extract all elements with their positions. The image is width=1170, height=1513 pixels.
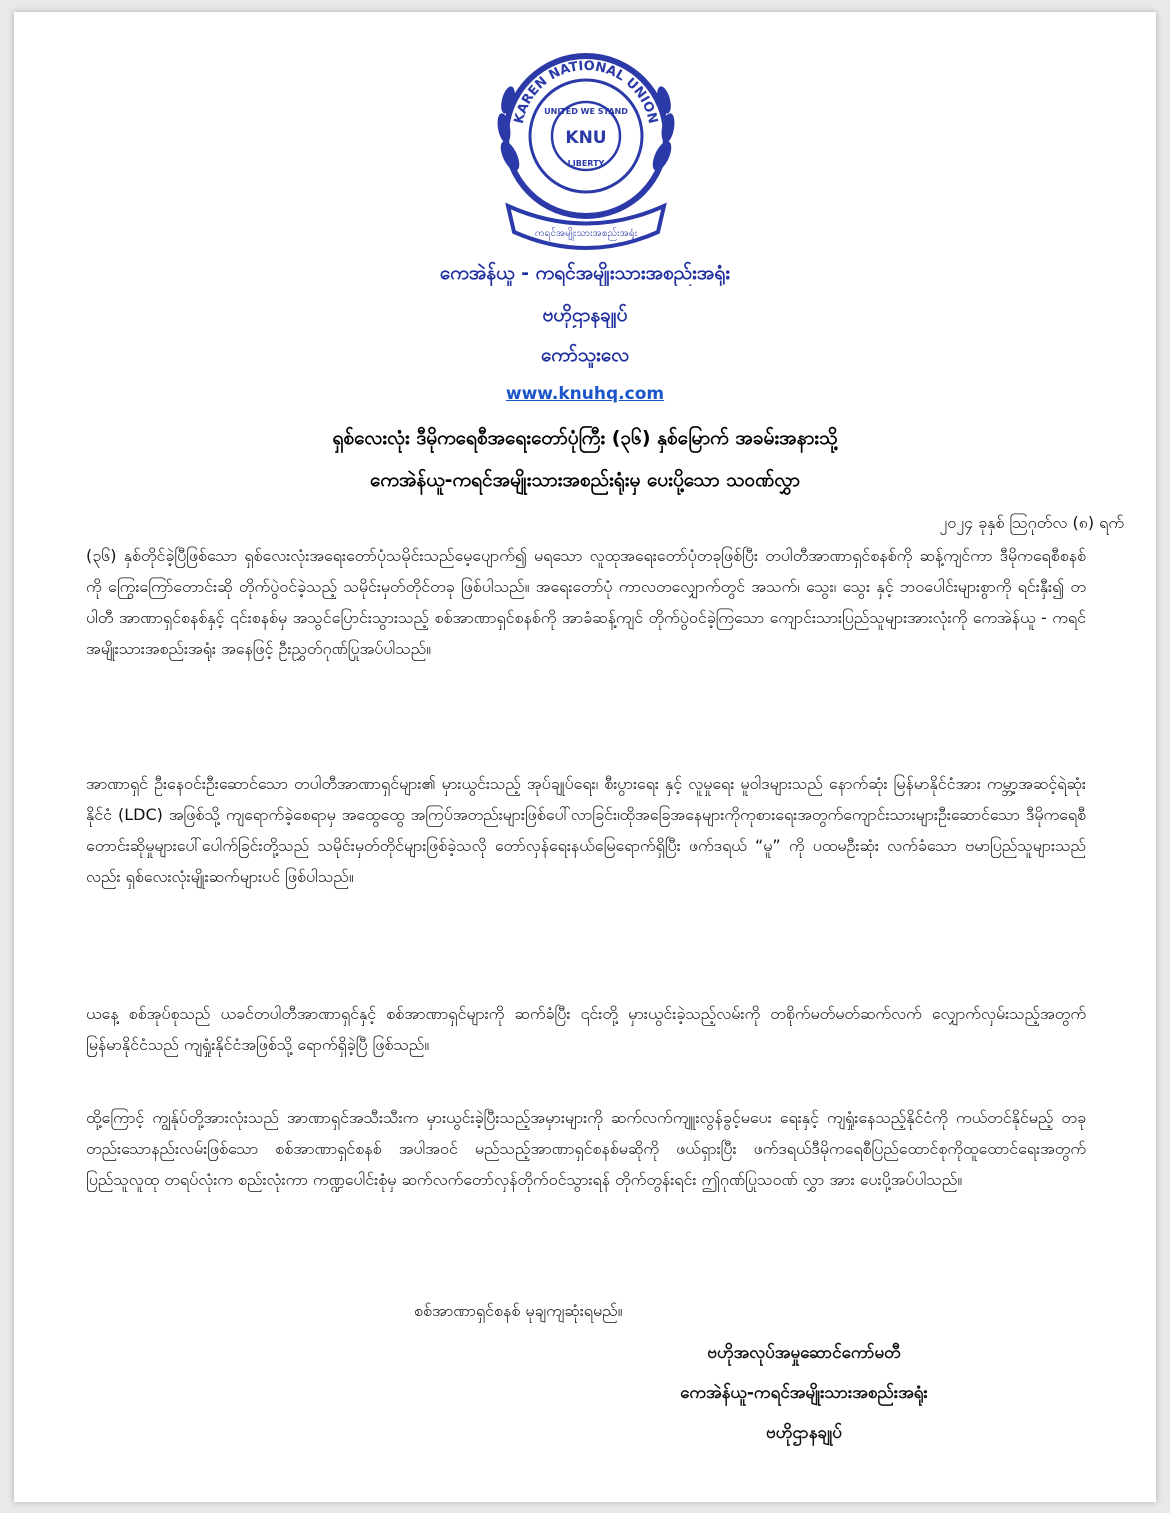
emblem-motto-top: UNITED WE STAND	[544, 107, 628, 116]
signature-committee: ဗဟိုအလုပ်အမှုဆောင်ကော်မတီ	[707, 1343, 901, 1363]
paragraph-3: ယနေ့ စစ်အုပ်စုသည် ယခင်တပါတီအာဏာရှင်နှင့် စစ်အာဏာရှင်များကို ဆက်ခံပြီး ၎င်းတို့ မှားယွင်းခဲ့သည့်လမ်းကို တစိုက်မတ်မတ်ဆက်လက် လျှောက်လှမ်းသည့်အတွက် မြန်မာနိုင်ငံသည် ကျရှုံးနိုင်ငံအဖြစ်သို့ ရောက်ရှိခဲ့ပြီ ဖြစ်သည်။	[86, 1004, 1086, 1054]
emblem-center-text: KNU	[565, 128, 607, 148]
closing-slogan: စစ်အာဏာရှင်စနစ် မုချကျဆုံးရမည်။	[414, 1301, 623, 1320]
letter-page	[14, 12, 1156, 1502]
website-link[interactable]: www.knuhq.com	[505, 384, 665, 404]
location-name: ကော်သူးလေ	[540, 344, 630, 366]
emblem-banner-text: ကရင်အမျိုးသားအစည်းအရုံး	[534, 228, 638, 239]
paragraph-2: အာဏာရှင် ဦးနေဝင်းဦးဆောင်သော တပါတီအာဏာရှင်များ၏ မှားယွင်းသည့် အုပ်ချုပ်ရေး၊ စီးပွားရေး နှင့် လူမှုရေး မူဝါဒများသည် နောက်ဆုံး မြန်မာနိုင်ငံအား ကမ္ဘာ့အဆင့်ရဲဆုံးနိုင်ငံ (LDC) အဖြစ်သို့ ကျရောက်ခဲ့စေရာမှ အထွေထွေ အကြပ်အတည်းများဖြစ်ပေါ်လာခြင်း၊ထိုအခြေအနေများကိုကုစားရေးအတွက်ကျောင်းသားများဦးဆောင်သော ဒီမိုကရေစီ တောင်းဆိုမှုများပေါ်ပေါက်ခြင်းတို့သည် သမိုင်းမှတ်တိုင်များဖြစ်ခဲ့သလို တော်လှန်ရေးနယ်မြေရောက်ရှိပြီး ဖက်ဒရယ် “မူ” ကို ပထမဦးဆုံး လက်ခံသော ဗမာပြည်သူများသည်လည်း ရှစ်လေးလုံးမျိုးဆက်များပင် ဖြစ်ပါသည်။	[86, 774, 1086, 886]
letter-title-line2: ကေအဲန်ယူ-ကရင်အမျိုးသားအစည်းရုံးမှ ပေးပို့သော သဝဏ်လွှာ	[370, 469, 800, 491]
letter-date: ၂၀၂၄ ခုနှစ် ဩဂုတ်လ (၈) ရက်	[939, 513, 1124, 532]
org-name: ကေအဲန်ယူ - ကရင်အမျိုးသားအစည်းအရုံး	[439, 262, 731, 284]
signature-organization: ကေအဲန်ယူ-ကရင်အမျိုးသားအစည်းအရုံး	[680, 1383, 928, 1403]
paragraph-4: ထို့ကြောင့် ကျွန်ုပ်တို့အားလုံးသည် အာဏာရှင်အသီးသီးက မှားယွင်းခဲ့ပြီးသည့်အမှားများကို ဆက်လက်ကျူးလွန်ခွင့်မပေး ရေးနှင့် ကျရှုံးနေသည့်နိုင်ငံကို ကယ်တင်နိုင်မည့် တခုတည်းသောနည်းလမ်းဖြစ်သော စစ်အာဏာရှင်စနစ် အပါအဝင် မည်သည့်အာဏာရှင်စနစ်မဆိုကို ဖယ်ရှားပြီး ဖက်ဒရယ်ဒီမိုကရေစီပြည်ထောင်စုကိုထူထောင်ရေးအတွက် ပြည်သူလူထု တရပ်လုံးက စည်းလုံးကာ ကဏ္ဍပေါင်းစုံမှ ဆက်လက်တော်လှန်တိုက်ဝင်သွားရန် တိုက်တွန်းရင်း ဤဂုဏ်ပြုသဝဏ် လွှာ အား ပေးပို့အပ်ပါသည်။	[86, 1108, 1086, 1189]
paragraph-1: (၃၆) နှစ်တိုင်ခဲ့ပြီဖြစ်သော ရှစ်လေးလုံးအရေးတော်ပုံသမိုင်းသည်မေ့ပျောက်၍ မရသော လူထုအရေးတော်ပုံတခုဖြစ်ပြီး တပါတီအာဏာရှင်စနစ်ကို ဆန့်ကျင်ကာ ဒီမိုကရေစီစနစ်ကို ကြွေးကြော်တောင်းဆို တိုက်ပွဲဝင်ခဲ့သည့် သမိုင်းမှတ်တိုင်တခု ဖြစ်ပါသည်။ အရေးတော်ပုံ ကာလတလျှောက်တွင် အသက်၊ သွေး၊ သွေး နှင့် ဘဝပေါင်းများစွာကို ရင်းနှီး၍ တပါတီ အာဏာရှင်စနစ်နှင့် ၎င်းစနစ်မှ အသွင်ပြောင်းသွားသည့် စစ်အာဏာရှင်စနစ်ကို အာခံဆန့်ကျင် တိုက်ပွဲဝင်ခဲ့ကြသော ကျောင်းသားပြည်သူများအားလုံးကို ကေအဲန်ယူ - ကရင်အမျိုးသားအစည်းအရုံး အနေဖြင့် ဦးညွှတ်ဂုဏ်ပြုအပ်ပါသည်။	[86, 546, 1086, 658]
letter-title-line1: ရှစ်လေးလုံး ဒီမိုကရေစီအရေးတော်ပုံကြီး (၃၆) နှစ်မြောက် အခမ်းအနားသို့	[332, 427, 838, 449]
knu-emblem-logo	[488, 36, 684, 261]
emblem-motto-bottom: LIBERTY	[567, 159, 605, 168]
signature-office: ဗဟိုဌာနချုပ်	[766, 1423, 842, 1443]
office-name: ဗဟိုဌာနချုပ်	[542, 304, 628, 326]
emblem-ring-text: KAREN NATIONAL UNION	[511, 58, 661, 126]
